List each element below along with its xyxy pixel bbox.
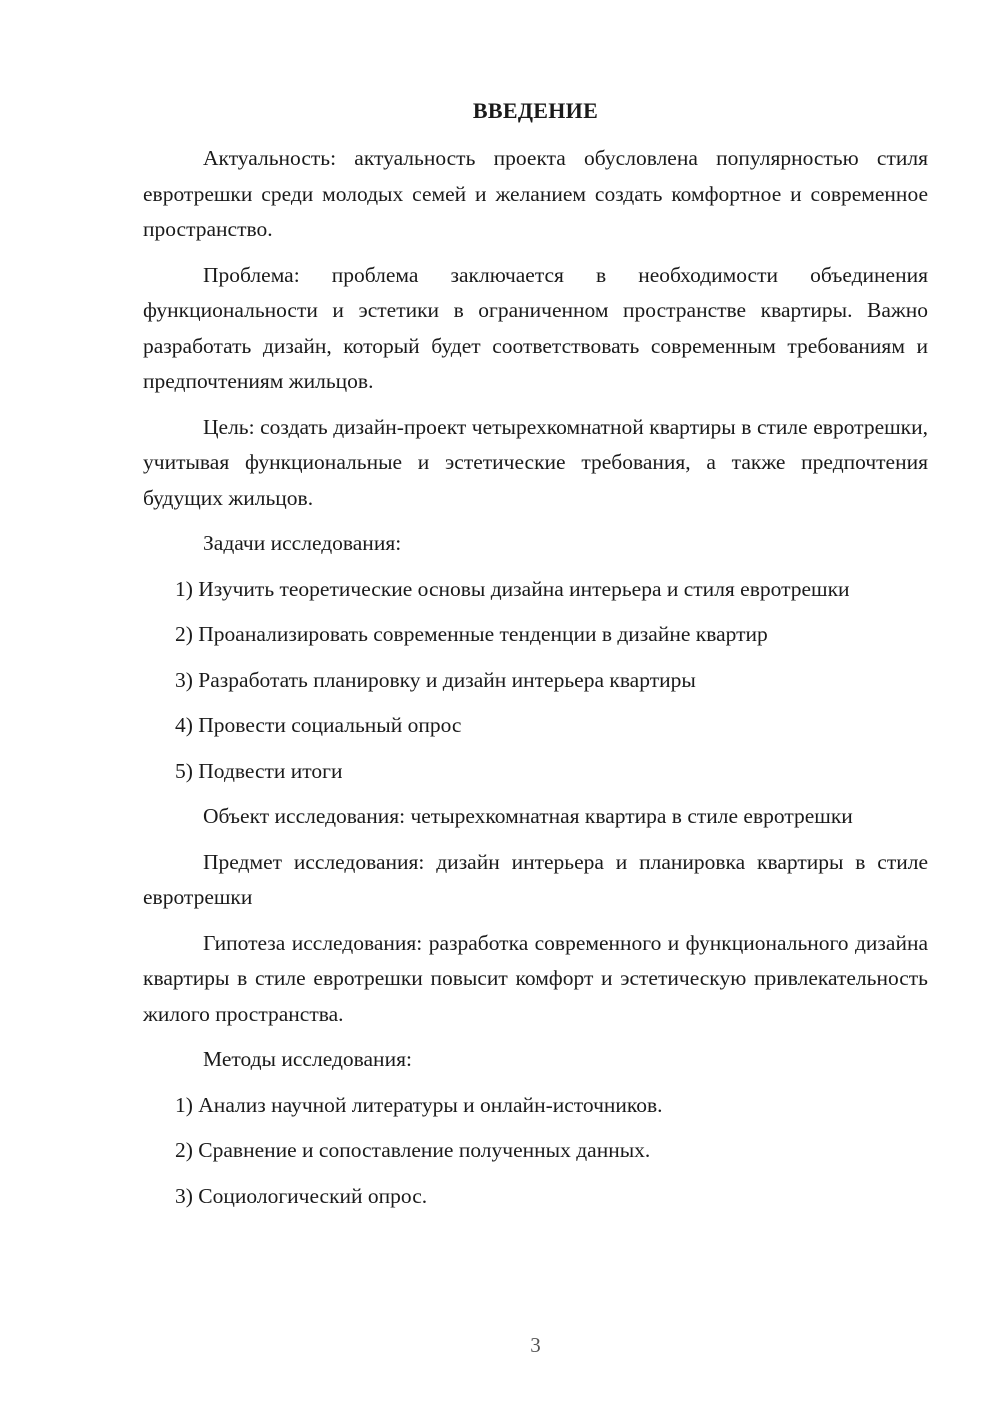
- task-item: 3) Разработать планировку и дизайн интерьера квартиры: [175, 667, 696, 692]
- page-number: 3: [530, 1333, 541, 1357]
- methods-heading: Методы исследования:: [203, 1047, 412, 1071]
- task-item: 1) Изучить теоретические основы дизайна интерьера и стиля евротрешки: [175, 576, 850, 601]
- method-item: 1) Анализ научной литературы и онлайн-источников.: [175, 1092, 663, 1117]
- paragraph-subject: Предмет исследования: дизайн интерьера и планировка квартиры в стиле евротрешки: [143, 849, 928, 909]
- task-item: 2) Проанализировать современные тенденции в дизайне квартир: [175, 622, 768, 646]
- task-item: 4) Провести социальный опрос: [175, 713, 462, 737]
- document-body: [143, 141, 928, 1224]
- paragraph-hypothesis: Гипотеза исследования: разработка современного и функционального дизайна квартиры в стиле евротрешки повысит комфорт и эстетическую привлекательность жилого пространства.: [143, 930, 928, 1026]
- tasks-heading: Задачи исследования:: [203, 531, 402, 555]
- method-item: 3) Социологический опрос.: [175, 1183, 428, 1208]
- paragraph-problem: Проблема: проблема заключается в необходимости объединения функциональности и эстетики в ограниченном пространстве квартиры. Важно разработать дизайн, который будет соответствовать современным требованиям и предпочтениям жильцов.: [143, 262, 928, 393]
- paragraph-object: Объект исследования: четырехкомнатная квартира в стиле евротрешки: [203, 804, 853, 828]
- paragraph-relevance: Актуальность: актуальность проекта обусловлена популярностью стиля евротрешки среди молодых семей и желанием создать комфортное и современное пространство.: [143, 146, 928, 241]
- method-item: 2) Сравнение и сопоставление полученных данных.: [175, 1138, 651, 1162]
- document-page: [143, 0, 928, 1414]
- paragraph-goal: Цель: создать дизайн-проект четырехкомнатной квартиры в стиле евротрешки, учитывая функциональные и эстетические требования, а также предпочтения будущих жильцов.: [143, 414, 928, 510]
- task-item: 5) Подвести итоги: [175, 758, 343, 783]
- page-title: ВВЕДЕНИЕ: [472, 98, 599, 123]
